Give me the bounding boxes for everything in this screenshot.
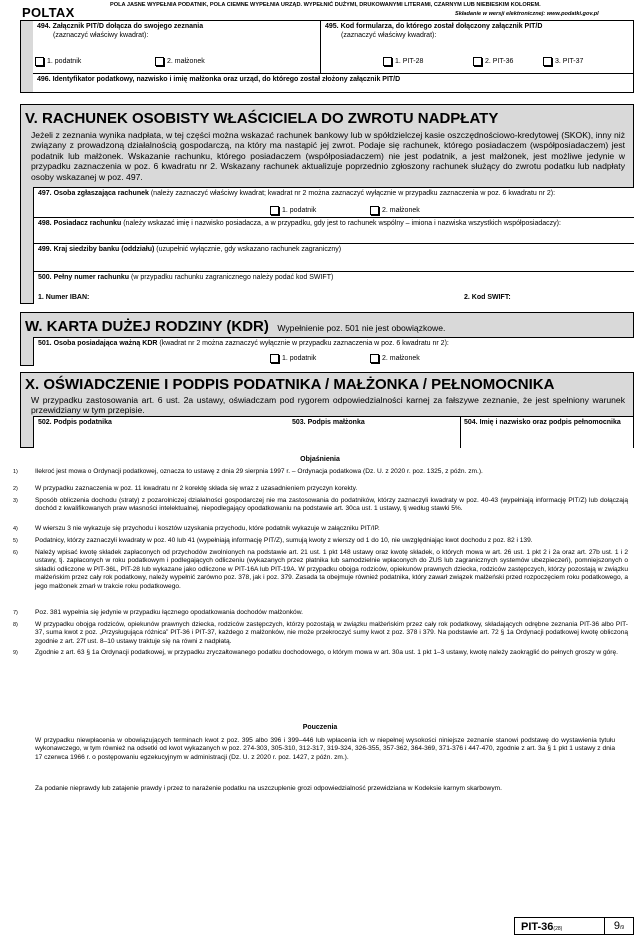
field-494-label: 494. Załącznik PIT/D dołącza do swojego zeznania: [37, 23, 204, 30]
field-496[interactable]: [33, 74, 633, 92]
field-497: [33, 187, 634, 218]
field-494: [33, 21, 321, 74]
field-498[interactable]: [33, 217, 634, 244]
field-495-label: 495. Kod formularza, do którego został dołączony załącznik PIT/D: [325, 23, 543, 30]
field-494-sub: (zaznaczyć właściwy kwadrat):: [53, 32, 149, 39]
checkbox-495-pit37-label: 3. PIT-37: [555, 58, 584, 65]
checkbox-501-taxpayer[interactable]: [270, 354, 279, 363]
swift-input[interactable]: [516, 290, 626, 302]
electronic-filing-note: Składanie w wersji elektronicznej: www.podatki.gov.pl: [455, 11, 599, 17]
checkbox-497-spouse[interactable]: [370, 206, 379, 215]
field-498-note: (należy wskazać imię i nazwisko posiadacza, a w przypadku, gdy jest to rachunek wspólny – imiona i nazwiska wszystkich współposiadaczy):: [123, 220, 561, 227]
form-version: (28): [553, 926, 563, 932]
form-footer: [514, 917, 634, 935]
iban-input[interactable]: [98, 290, 450, 302]
field-500: [33, 271, 634, 304]
instruction-para2: Za podanie nieprawdy lub zatajenie prawdy i przez to narażenie podatku na uszczuplenie grozi odpowiedzialność przewidziana w Kodeksie karnym skarbowym.: [35, 785, 502, 792]
page-number-cell: [604, 918, 633, 934]
field-504[interactable]: [461, 416, 633, 448]
field-495-sub: (zaznaczyć właściwy kwadrat):: [341, 32, 437, 39]
section-x: [20, 372, 634, 448]
instruction-block: [0, 724, 640, 804]
page-total: /9: [619, 925, 625, 931]
section-w: [20, 312, 634, 366]
explanations: Objaśnienia 1) Ilekroć jest mowa o Ordynacji podatkowej, oznacza to ustawę z dnia 29 sierpnia 1997 r. – Ordynacja podatkowa (Dz. U. z 2020 r. poz. 1325, z późn. zm.). 2) W przypadku zaznaczenia w poz. 11 kwadratu nr 2 korektę składa się wraz z uzasadnieniem przyczyn korekty. 3) Sposób obliczenia dochodu (straty) z pozarolniczej działalności gospodarczej nie ma zastosowania do podatników, którzy zaznaczyli kwadraty w poz. 40-43 (wypełniają informację PIT/Z) lub dołączają dochód z kwalifikowanych praw własności intelektualnej, niepodlegający opodatkowaniu na podstawie art. 30ca ust. 1 ustawy, tj według stawki 5%. 4) W wierszu 3 nie wykazuje się przychodu i kosztów uzyskania przychodu, które podatnik wykazuje w załączniku PIT/IP. 5) Podatnicy, którzy zaznaczyli kwadraty w poz. 40 lub 41 (wypełniają informację PIT/Z), sumują kwoty z wierszy od 1 do 10, nie uwzględniając kwot dochodu z poz. 82 i 139. 6) Należy wpisać kwotę składek zapłaconych od przychodów zwolnionych na podstawie art. 21 ust. 1 pkt 148 ustawy oraz kwotę składek, o których mowa w art. 26 ust. 1 pkt 2 i 2a oraz art. 27b ust. 1 i 2 ustawy, tj. zapłaconych w roku podatkowym i podlegających odliczeniu (wykazanych przez płatnika lub samodzielnie wpłaconych do ZUS lub zagranicznych systemów ubezpieczeń), pomniejszonych o składki odliczone w PIT-36L, PIT-28 lub wykazane jako odliczone w PIT-16A lub PIT-19A. W przypadku obojga rodziców, opiekunów prawnych dziecka, rodziców zastępczych, którzy pozostają w związku małżeńskim przez cały rok podatkowy, należy wypełnić zarówno poz. 378, jak i poz. 379. Zasada ta obejmuje również podatnika, który zawarł związek małżeński przed rozpoczęciem roku podatkowego, a jego małżonek zmarł w trakcie roku podatkowego. 7) Poz. 381 wypełnia się jedynie w przypadku łącznego opodatkowania dochodów małżonków. 8) W przypadku obojga rodziców, opiekunów prawnych dziecka, rodziców zastępczych, którzy pozostają w związku małżeńskim przez cały rok podatkowy, składających odrębne zeznania PIT-36 albo PIT-37, suma kwot z poz. „Przysługująca różnica” PIT-36 i PIT-37, każdego z małżonków, nie może przekroczyć sumy kwot z poz. 378 i 379. Na podstawie art. 72 § 1a Ordynacji podatkowej kwotę obliczoną zgodnie z art. 27f ust. 8–10 ustawy traktuje się na równi z nadpłatą. 9) Zgodnie z art. 63 § 1a Ordynacji podatkowej, w przypadku zryczałtowanego podatku dochodowego, o którym mowa w art. 30a ust. 1 pkt 1–3 ustawy, kwotę należy zaokrąglić do pełnych groszy w górę.: [0, 456, 640, 706]
field-500-label: 500. Pełny numer rachunku: [38, 274, 130, 281]
checkbox-494-taxpayer-label: 1. podatnik: [47, 58, 82, 65]
section-x-title: X. OŚWIADCZENIE I PODPIS PODATNIKA / MAŁŻONKA / PEŁNOMOCNIKA: [25, 376, 555, 393]
checkbox-495-pit36[interactable]: [473, 57, 482, 66]
checkbox-501-taxpayer-label: 1. podatnik: [282, 355, 317, 362]
section-x-description: W przypadku zastosowania art. 6 ust. 2a ustawy, oświadczam pod rygorem odpowiedzialności karnej za fałszywe zeznanie, że jest spełniony warunek przewidziany w tym przepisie.: [31, 395, 625, 416]
field-499[interactable]: [33, 243, 634, 272]
fill-instructions: POLA JASNE WYPEŁNIA PODATNIK, POLA CIEMNE WYPEŁNIA URZĄD. WYPEŁNIĆ DUŻYMI, DRUKOWANYMI LITERAMI, CZARNYM LUB NIEBIESKIM KOLOREM.: [110, 2, 541, 8]
field-502[interactable]: [33, 416, 290, 448]
checkbox-497-spouse-label: 2. małżonek: [382, 207, 420, 214]
field-503-label: 503. Podpis małżonka: [292, 419, 365, 426]
poltax-logo: POLTAX: [22, 5, 75, 20]
form-code: PIT-36: [521, 921, 554, 933]
field-495: [321, 21, 633, 74]
field-500-note: (w przypadku rachunku zagranicznego należy podać kod SWIFT): [131, 274, 334, 281]
checkbox-501-spouse[interactable]: [370, 354, 379, 363]
section-w-title: W. KARTA DUŻEJ RODZINY (KDR): [25, 318, 269, 335]
field-502-label: 502. Podpis podatnika: [38, 419, 112, 426]
section-v-title: V. RACHUNEK OSOBISTY WŁAŚCICIELA DO ZWROTU NADPŁATY: [25, 110, 499, 127]
page-number: 9: [613, 920, 620, 932]
iban-label: 1. Numer IBAN:: [38, 294, 90, 301]
swift-label: 2. Kod SWIFT:: [464, 294, 511, 301]
field-496-label: 496. Identyfikator podatkowy, nazwisko i imię małżonka oraz urząd, do którego został złożony załącznik PIT/D: [37, 76, 401, 83]
instruction-para1: W przypadku niewpłacenia w obowiązujących terminach kwot z poz. 395 albo 396 i 399–446 lub wpłacenia ich w niepełnej wysokości niniejsze zeznanie stanowi podstawę do wystawienia tytułu wykonawczego, w tym również na odsetki od kwot wykazanych w poz. 274-303, 305-310, 312-317, 319-324, 326-355, 357-362, 364-369, 371-376 i 447-470, zgodnie z art. 3a § 1 pkt 1 ustawy z dnia 17 czerwca 1966 r. o postępowaniu egzekucyjnym w administracji (Dz. U. z 2020 r. poz. 1427, z późn. zm.).: [35, 737, 615, 761]
field-497-label: 497. Osoba zgłaszająca rachunek: [38, 190, 149, 197]
attachments-block: [20, 20, 634, 93]
checkbox-495-pit36-label: 2. PIT-36: [485, 58, 514, 65]
field-501-label: 501. Osoba posiadająca ważną KDR: [38, 340, 158, 347]
section-v: [20, 104, 634, 304]
field-499-label: 499. Kraj siedziby banku (oddziału): [38, 246, 155, 253]
checkbox-497-taxpayer[interactable]: [270, 206, 279, 215]
section-w-subtitle: Wypełnienie poz. 501 nie jest obowiązkowe.: [277, 323, 446, 333]
checkbox-495-pit28[interactable]: [383, 57, 392, 66]
instruction-title: Pouczenia: [302, 724, 338, 731]
section-v-description: Jeżeli z zeznania wynika nadpłata, w tej części można wskazać rachunek bankowy lub w spółdzielczej kasie oszczędnościowo-kredytowej (SKOK), inny niż związany z prowadzoną działalnością gospodarczą, na który ma nastąpić jej zwrot. Podaje się rachunek, którego posiadaczem (współposiadaczem) jest podatnik lub małżonek. Wskazanie rachunku, którego posiadaczem (współposiadaczem) nie jest podatnik, a jest małżonek, jest możliwe jedynie w przypadku zaznaczenia w poz. 6 kwadratu nr 2. Wskazany rachunek aktualizuje poprzednio zgłoszony rachunek służący do zwrotu podatku lub nadpłaty osoby wskazanej w poz. 497.: [31, 130, 625, 182]
checkbox-495-pit28-label: 1. PIT-28: [395, 58, 424, 65]
field-501-note: (kwadrat nr 2 można zaznaczyć wyłącznie w przypadku zaznaczenia w poz. 6 kwadratu nr 2):: [159, 340, 449, 347]
explanations-title: Objaśnienia: [300, 456, 340, 463]
checkbox-494-spouse[interactable]: [155, 57, 164, 66]
checkbox-501-spouse-label: 2. małżonek: [382, 355, 420, 362]
field-501: [33, 337, 634, 366]
field-503[interactable]: [289, 416, 461, 448]
checkbox-497-taxpayer-label: 1. podatnik: [282, 207, 317, 214]
form-code-cell: [515, 917, 604, 935]
field-497-note: (należy zaznaczyć właściwy kwadrat; kwadrat nr 2 można zaznaczyć wyłącznie w przypadku zaznaczenia w poz. 6 kwadratu nr 2):: [150, 190, 556, 197]
checkbox-495-pit37[interactable]: [543, 57, 552, 66]
checkbox-494-spouse-label: 2. małżonek: [167, 58, 205, 65]
checkbox-494-taxpayer[interactable]: [35, 57, 44, 66]
field-499-note: (uzupełnić wyłącznie, gdy wskazano rachunek zagraniczny): [156, 246, 342, 253]
field-504-label: 504. Imię i nazwisko oraz podpis pełnomocnika: [464, 419, 621, 426]
field-498-label: 498. Posiadacz rachunku: [38, 220, 122, 227]
